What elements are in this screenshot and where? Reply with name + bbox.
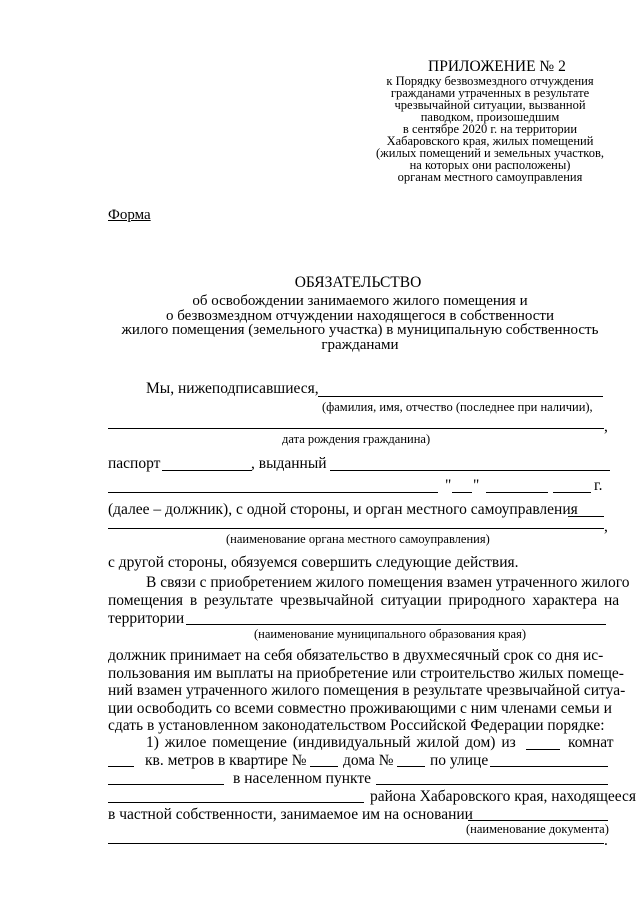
subtitle-line: гражданами	[321, 336, 399, 353]
para2-line: пользования им выплаты на приобретение или строительство жилых помеще-	[108, 664, 624, 682]
street-field-cont[interactable]	[108, 784, 224, 785]
document-subtitle	[100, 294, 620, 352]
house-field[interactable]	[397, 766, 425, 767]
rooms-field[interactable]	[526, 749, 560, 750]
issued-by-field-cont[interactable]	[108, 492, 438, 493]
other-side-text: с другой стороны, обязуемся совершить следующие действия.	[108, 554, 519, 571]
sqm-label: кв. метров в квартире №	[145, 752, 307, 769]
org-field-cont[interactable]	[108, 528, 604, 529]
basis-field-cont[interactable]	[108, 843, 604, 844]
rooms-label: комнат	[568, 734, 614, 751]
para1-line: помещения в результате чрезвычайной ситуации природного характера на	[108, 592, 620, 609]
issued-by-field[interactable]	[330, 470, 610, 471]
private-label: в частной собственности, занимаемое им на основании	[108, 806, 473, 823]
issue-month-field[interactable]	[486, 492, 548, 493]
caption-municipality: (наименование муниципального образования края)	[254, 627, 527, 641]
caption-org: (наименование органа местного самоуправления)	[226, 532, 490, 546]
para2-line: ции освободить со всеми совместно проживающими с ним членами семьи и	[108, 699, 612, 717]
subtitle-line: жилого помещения (земельного участка) в муниципальную собственность	[121, 322, 599, 338]
issue-day-field[interactable]	[452, 492, 472, 493]
appendix-line: гражданами утраченных в результате	[390, 86, 590, 100]
document-title: ОБЯЗАТЕЛЬСТВО	[294, 274, 422, 291]
street-field[interactable]	[490, 766, 608, 767]
issue-year-field[interactable]	[553, 492, 591, 493]
caption-fio: (фамилия, имя, отчество (последнее при наличии),	[322, 400, 593, 414]
district-label: района Хабаровского края, находящееся	[370, 788, 637, 805]
quote-open: "	[445, 477, 452, 494]
subtitle-line: о безвозмездном отчуждении находящегося в собственности	[166, 307, 554, 324]
appendix-line: к Порядку безвозмездного отчуждения	[386, 74, 594, 88]
district-field[interactable]	[108, 802, 364, 803]
para1-line: В связи с приобретением жилого помещения взамен утраченного жилого	[146, 574, 630, 591]
municipality-field[interactable]	[186, 624, 606, 625]
para2-line: сдать в установленном законодательством Российской Федерации порядке:	[108, 717, 605, 734]
appendix-line: паводком, произошедшим	[420, 110, 560, 124]
street-label: по улице	[430, 752, 489, 769]
appendix-line: в сентябре 2020 г. на территории	[402, 122, 578, 136]
debtor-text: (далее – должник), с одной стороны, и орган местного самоуправления	[108, 501, 578, 518]
appendix-line: органам местного самоуправления	[397, 170, 583, 184]
item1-text: 1) жилое помещение (индивидуальный жилой дом) из	[146, 734, 516, 751]
issued-label: , выданный	[251, 455, 327, 472]
comma: ,	[604, 418, 608, 435]
settlement-label: в населенном пункте	[233, 770, 371, 787]
para2	[108, 647, 626, 735]
appendix-line: на которых они расположены)	[409, 158, 571, 172]
birth-field[interactable]	[108, 428, 604, 429]
caption-doc: (наименование документа)	[466, 822, 609, 836]
apartment-field[interactable]	[310, 766, 338, 767]
comma: ,	[604, 518, 608, 535]
org-field[interactable]	[568, 516, 604, 517]
appendix-title: ПРИЛОЖЕНИЕ № 2	[428, 58, 566, 75]
house-label: дома №	[343, 752, 394, 769]
form-label: Форма	[108, 207, 151, 223]
basis-field[interactable]	[468, 820, 608, 821]
passport-label: паспорт	[108, 455, 161, 472]
we-signed-label: Мы, нижеподписавшиеся,	[146, 380, 319, 397]
year-label: г.	[594, 477, 603, 494]
appendix-line: чрезвычайной ситуации, вызванной	[394, 98, 586, 112]
fio-field[interactable]	[318, 396, 603, 397]
appendix-text	[360, 75, 620, 183]
para2-line: должник принимает на себя обязательство в двухмесячный срок со дня ис-	[108, 647, 604, 664]
appendix-line: Хабаровского края, жилых помещений	[386, 134, 594, 148]
quote-close: "	[473, 477, 480, 494]
settlement-field[interactable]	[376, 784, 608, 785]
caption-birth: дата рождения гражданина)	[282, 432, 431, 446]
para2-line: ний взамен утраченного жилого помещения в результате чрезвычайной ситуа-	[108, 682, 626, 699]
subtitle-line: об освобождении занимаемого жилого помещения и	[192, 293, 528, 309]
passport-number-field[interactable]	[162, 470, 252, 471]
para1-line: территории	[108, 610, 185, 627]
appendix-line: (жилых помещений и земельных участков,	[376, 146, 604, 160]
sqm-field[interactable]	[108, 766, 134, 767]
end-period: .	[604, 832, 608, 849]
